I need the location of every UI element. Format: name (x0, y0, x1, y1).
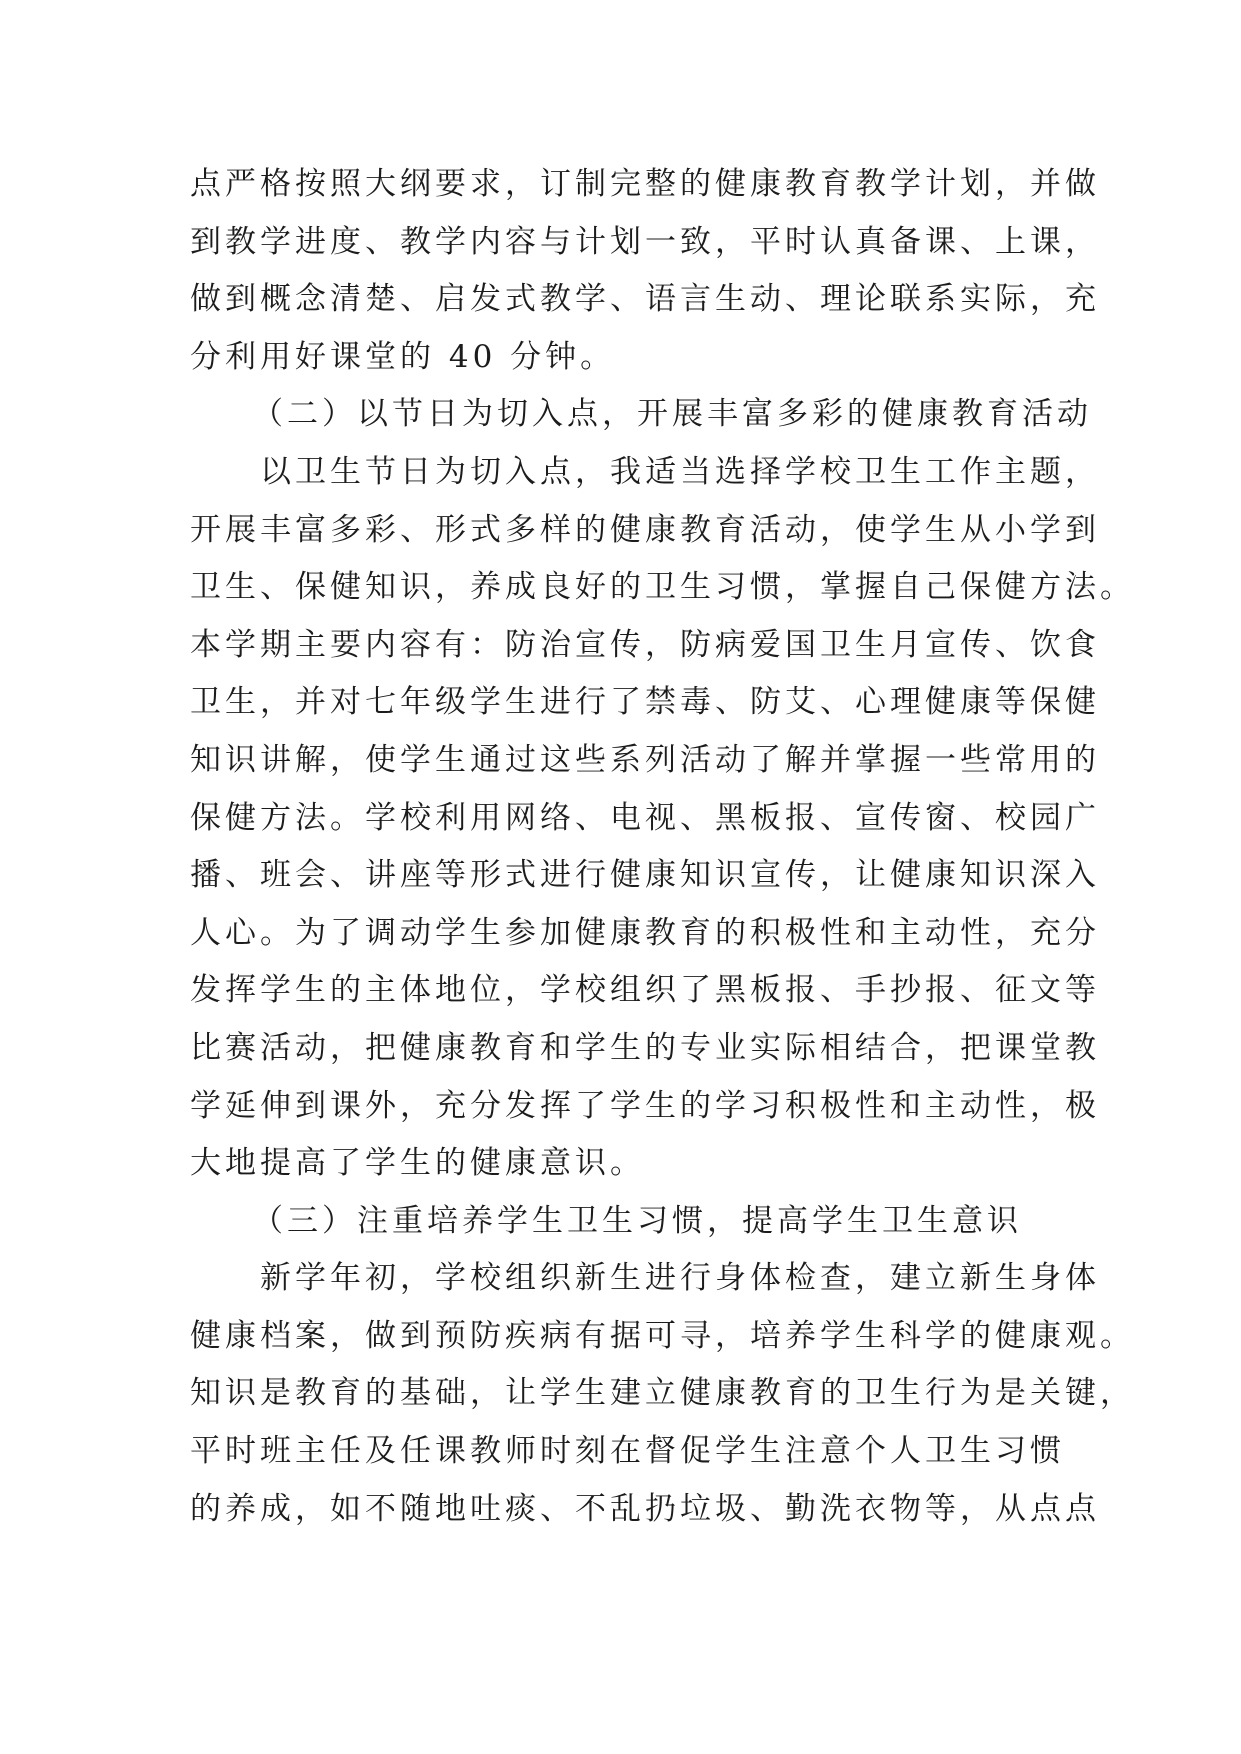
text-line: 做到概念清楚、启发式教学、语言生动、理论联系实际，充 (190, 281, 1100, 318)
text-line: 发挥学生的主体地位，学校组织了黑板报、手抄报、征文等 (190, 972, 1100, 1009)
text-line: 知识是教育的基础，让学生建立健康教育的卫生行为是关键， (190, 1375, 1135, 1412)
body-text (190, 156, 1135, 1538)
text-line: 本学期主要内容有：防治宣传，防病爱国卫生月宣传、饮食 (190, 626, 1100, 663)
section-heading: （二）以节日为切入点，开展丰富多彩的健康教育活动 (252, 396, 1092, 433)
text-line: 保健方法。学校利用网络、电视、黑板报、宣传窗、校园广 (190, 799, 1100, 836)
text-line: 到教学进度、教学内容与计划一致，平时认真备课、上课， (190, 223, 1100, 260)
text-line: 播、班会、讲座等形式进行健康知识宣传，让健康知识深入 (190, 857, 1100, 894)
text-line: 学延伸到课外，充分发挥了学生的学习积极性和主动性，极 (190, 1087, 1100, 1124)
paragraph-first-line: 以卫生节日为切入点，我适当选择学校卫生工作主题， (260, 453, 1100, 490)
text-line: 卫生，并对七年级学生进行了禁毒、防艾、心理健康等保健 (190, 684, 1100, 721)
text-line: 大地提高了学生的健康意识。 (190, 1145, 645, 1182)
text-line: 的养成，如不随地吐痰、不乱扔垃圾、勤洗衣物等，从点点 (190, 1490, 1100, 1527)
text-line: 开展丰富多彩、形式多样的健康教育活动，使学生从小学到 (190, 511, 1100, 548)
text-line: 人心。为了调动学生参加健康教育的积极性和主动性，充分 (190, 914, 1100, 951)
text-line: 比赛活动，把健康教育和学生的专业实际相结合，把课堂教 (190, 1029, 1100, 1066)
text-line: 健康档案，做到预防疾病有据可寻，培养学生科学的健康观。 (190, 1317, 1135, 1354)
section-heading: （三）注重培养学生卫生习惯，提高学生卫生意识 (252, 1202, 1022, 1239)
text-line: 点严格按照大纲要求，订制完整的健康教育教学计划，并做 (190, 166, 1100, 202)
text-line: 知识讲解，使学生通过这些系列活动了解并掌握一些常用的 (190, 741, 1100, 778)
text-line: 卫生、保健知识，养成良好的卫生习惯，掌握自己保健方法。 (190, 569, 1135, 606)
text-line: 平时班主任及任课教师时刻在督促学生注意个人卫生习惯 (190, 1433, 1065, 1470)
paragraph-first-line: 新学年初，学校组织新生进行身体检查，建立新生身体 (260, 1260, 1100, 1297)
text-line: 分利用好课堂的 40 分钟。 (190, 338, 616, 375)
